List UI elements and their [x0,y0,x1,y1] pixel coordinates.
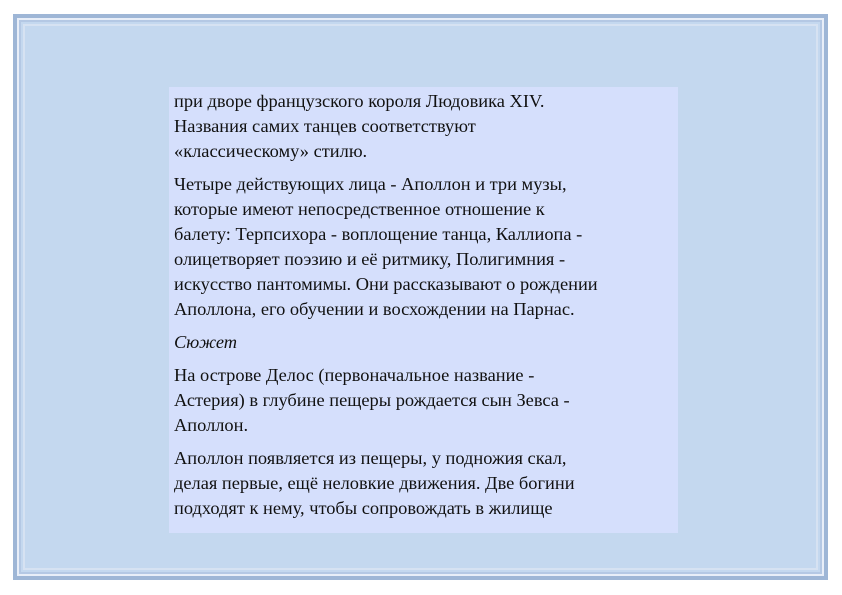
paragraph-intro: при дворе французского короля Людовика XIV. Названия самих танцев соответствуют «классическому» стилю. [174,91,545,161]
text-panel [169,87,678,533]
paragraph-plot-1: На острове Делос (первоначальное название - Астерия) в глубине пещеры рождается сын Зевса - Аполлон. [174,365,570,435]
paragraph-plot-2: Аполлон появляется из пещеры, у подножия скал, делая первые, ещё неловкие движения. Две богини подходят к нему, чтобы сопровождать в жилище [174,448,575,518]
section-heading-plot: Сюжет [174,332,238,352]
slide-frame [13,14,828,580]
paragraph-characters: Четыре действующих лица - Аполлон и три музы, которые имеют непосредственное отношение к балету: Терпсихора - воплощение танца, Каллиопа - олицетворяет поэзию и её ритмику, Полигимния - искусство пантомимы. Они рассказывают о рождении Аполлона, его обучении и восхождении на Парнас. [174,174,598,319]
